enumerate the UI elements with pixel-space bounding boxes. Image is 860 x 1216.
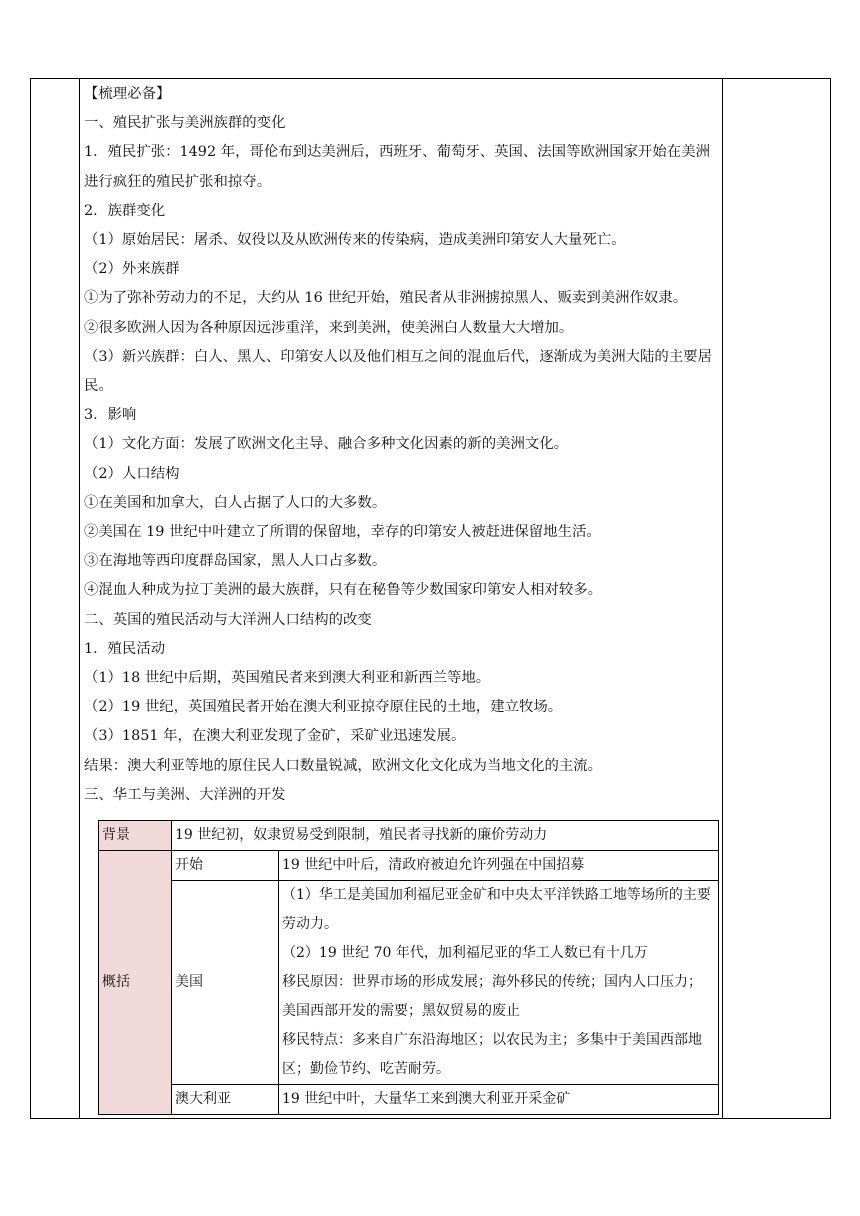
note-line: ①为了弥补劳动力的不足，大约从 16 世纪开始，殖民者从非洲掳掠黑人、贩卖到美洲作奴隶。 [84, 290, 688, 307]
table-row-usa [99, 881, 719, 1085]
table-row-australia [99, 1085, 719, 1115]
frame-right-border [830, 78, 831, 1119]
note-line: 3．影响 [84, 407, 137, 424]
table-row-background [99, 821, 719, 851]
note-line: ①在美国和加拿大，白人占据了人口的大多数。 [84, 494, 387, 511]
usa-point: 移民原因：世界市场的形成发展；海外移民的传统；国内人口压力；美国西部开发的需要；黑奴贸易的废止 [282, 974, 702, 1019]
note-line: 三、华工与美洲、大洋洲的开发 [84, 786, 286, 803]
note-line: 结果：澳大利亚等地的原住民人口数量锐减，欧洲文化文化成为当地文化的主流。 [84, 757, 603, 774]
background-text-cell: 19 世纪初，奴隶贸易受到限制，殖民者寻找新的廉价劳动力 [172, 821, 719, 851]
frame-divider-right [722, 78, 723, 1119]
australia-text-cell: 19 世纪中叶，大量华工来到澳大利亚开采金矿 [279, 1085, 719, 1115]
note-line: （2）外来族群 [84, 261, 180, 278]
note-line: （3）新兴族群：白人、黑人、印第安人以及他们相互之间的混血后代，逐渐成为美洲大陆的主要居民。 [84, 348, 712, 395]
usa-label-cell: 美国 [172, 881, 279, 1085]
note-line: （1）文化方面：发展了欧洲文化主导、融合多种文化因素的新的美洲文化。 [84, 436, 569, 453]
note-line: 1．殖民活动 [84, 640, 166, 657]
frame-left-border [30, 78, 31, 1119]
note-line: （2）人口结构 [84, 465, 180, 482]
note-line: 1．殖民扩张：1492 年，哥伦布到达美洲后，西班牙、葡萄牙、英国、法国等欧洲国家开始在美洲进行疯狂的殖民扩张和掠夺。 [84, 144, 710, 190]
usa-point: 移民特点：多来自广东沿海地区；以农民为主；多集中于美国西部地区；勤俭节约、吃苦耐劳。 [282, 1032, 702, 1077]
note-line: 一、殖民扩张与美洲族群的变化 [84, 115, 286, 132]
note-line: ②很多欧洲人因为各种原因远涉重洋，来到美洲，使美洲白人数量大大增加。 [84, 319, 574, 336]
study-notes [84, 80, 720, 810]
usa-text-cell [279, 881, 719, 1085]
background-label-cell: 背景 [99, 821, 172, 851]
table-row-start [99, 851, 719, 881]
frame-divider-left [79, 78, 80, 1119]
usa-point: （2）19 世纪 70 年代，加利福尼亚的华工人数已有十几万 [282, 945, 648, 961]
note-line: ②美国在 19 世纪中叶建立了所谓的保留地，幸存的印第安人被赶进保留地生活。 [84, 524, 601, 541]
start-text-cell: 19 世纪中叶后，清政府被迫允许列强在中国招募 [279, 851, 719, 881]
australia-label-cell: 澳大利亚 [172, 1085, 279, 1115]
note-line: 二、英国的殖民活动与大洋洲人口结构的改变 [84, 611, 372, 628]
note-line: （1）18 世纪中后期，英国殖民者来到澳大利亚和新西兰等地。 [84, 670, 491, 687]
note-line: （2）19 世纪，英国殖民者开始在澳大利亚掠夺原住民的土地，建立牧场。 [84, 699, 563, 716]
note-line: ③在海地等西印度群岛国家，黑人人口占多数。 [84, 553, 387, 570]
section-heading: 【梳理必备】 [84, 86, 171, 102]
note-line: 2．族群变化 [84, 202, 166, 219]
frame-top-border [30, 78, 831, 79]
chinese-laborers-table [98, 820, 719, 1115]
note-line: （3）1851 年，在澳大利亚发现了金矿，采矿业迅速发展。 [84, 728, 466, 745]
summary-label-cell: 概括 [99, 851, 172, 1115]
note-line: ④混血人种成为拉丁美洲的最大族群，只有在秘鲁等少数国家印第安人相对较多。 [84, 582, 603, 599]
frame-bottom-border [30, 1118, 831, 1119]
usa-point: （1）华工是美国加利福尼亚金矿和中央太平洋铁路工地等场所的主要劳动力。 [282, 887, 711, 932]
note-line: （1）原始居民：屠杀、奴役以及从欧洲传来的传染病，造成美洲印第安人大量死亡。 [84, 232, 626, 249]
start-label-cell: 开始 [172, 851, 279, 881]
